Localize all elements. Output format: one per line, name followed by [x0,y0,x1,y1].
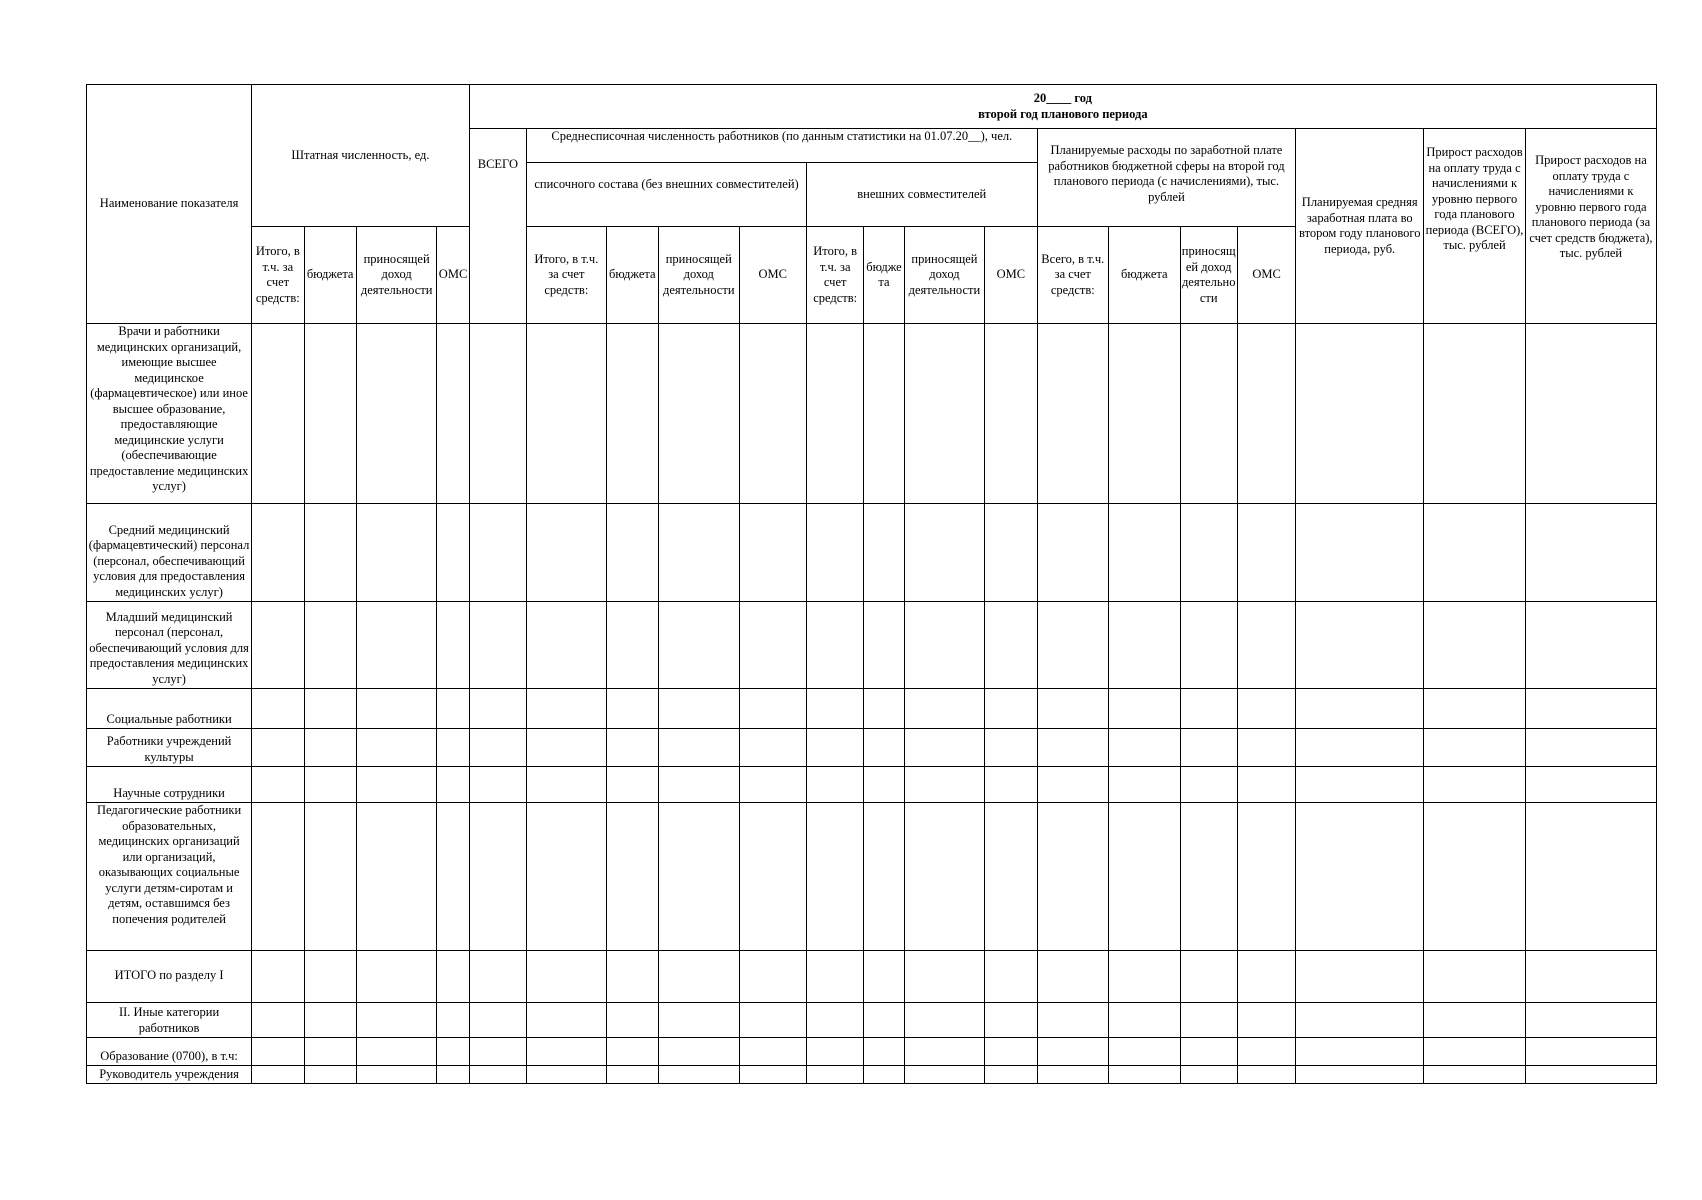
data-cell[interactable] [806,689,863,729]
data-cell[interactable] [806,1003,863,1038]
data-cell[interactable] [1237,324,1295,504]
data-cell[interactable] [864,602,904,689]
header-ext-total: Итого, в т.ч. за счет средств: [806,227,863,324]
data-cell[interactable] [985,803,1037,951]
data-cell[interactable] [985,729,1037,767]
table-row [87,767,1657,803]
header-list-budget: бюджета [606,227,658,324]
data-cell[interactable] [1037,767,1108,803]
data-cell[interactable] [1424,689,1526,729]
header-avg-salary: Планируемая средняя заработная плата во втором году планового периода, руб. [1296,129,1424,324]
data-cell[interactable] [252,951,304,1003]
data-cell[interactable] [356,689,437,729]
data-cell[interactable] [252,504,304,602]
data-cell[interactable] [356,803,437,951]
data-cell[interactable] [1424,729,1526,767]
data-cell[interactable] [1237,729,1295,767]
data-cell[interactable] [1525,1038,1656,1066]
row-label: Младший медицинский персонал (персонал, обеспечивающий условия для предоставления медицинских услуг) [87,602,252,689]
data-cell[interactable] [864,689,904,729]
data-cell[interactable] [1424,504,1526,602]
data-cell[interactable] [1525,951,1656,1003]
data-cell[interactable] [806,951,863,1003]
data-cell[interactable] [806,729,863,767]
data-cell[interactable] [1424,602,1526,689]
data-cell[interactable] [527,689,607,729]
data-cell[interactable] [1109,1038,1180,1066]
data-cell[interactable] [1109,729,1180,767]
data-cell[interactable] [252,602,304,689]
data-cell[interactable] [1180,729,1237,767]
data-cell[interactable] [1525,602,1656,689]
header-growth-total: Прирост расходов на оплату труда с начислениями к уровню первого года планового периода (ВСЕГО), тыс. рублей [1424,129,1526,324]
header-list-income: приносящей доход деятельности [658,227,739,324]
data-cell[interactable] [1237,1003,1295,1038]
data-cell[interactable] [1237,689,1295,729]
table-row [87,803,1657,951]
data-cell[interactable] [1109,1066,1180,1084]
data-cell[interactable] [304,689,356,729]
header-staff-group: Штатная численность, ед. [252,85,470,227]
data-cell[interactable] [1237,767,1295,803]
data-cell[interactable] [356,1066,437,1084]
data-cell[interactable] [985,504,1037,602]
data-cell[interactable] [304,324,356,504]
data-cell[interactable] [1296,951,1424,1003]
data-cell[interactable] [356,324,437,504]
data-cell[interactable] [527,1003,607,1038]
data-cell[interactable] [806,602,863,689]
header-year-subtitle: второй год планового периода [978,106,1148,121]
data-cell[interactable] [437,504,469,602]
data-cell[interactable] [527,729,607,767]
data-cell[interactable] [1296,689,1424,729]
data-cell[interactable] [985,324,1037,504]
report-form-table [86,84,1657,1084]
data-cell[interactable] [806,504,863,602]
header-ext-income: приносящей доход деятельности [904,227,985,324]
data-cell[interactable] [252,1003,304,1038]
data-cell[interactable] [437,602,469,689]
row-label: Работники учреждений культуры [87,729,252,767]
header-year [469,85,1656,129]
data-cell[interactable] [1525,1003,1656,1038]
data-cell[interactable] [806,324,863,504]
data-cell[interactable] [1237,602,1295,689]
data-cell[interactable] [437,1066,469,1084]
data-cell[interactable] [1424,767,1526,803]
data-cell[interactable] [304,803,356,951]
data-cell[interactable] [437,767,469,803]
data-cell[interactable] [1037,1066,1108,1084]
data-cell[interactable] [606,504,658,602]
data-cell[interactable] [527,1038,607,1066]
data-cell[interactable] [1180,1038,1237,1066]
data-cell[interactable] [527,803,607,951]
data-cell[interactable] [658,324,739,504]
data-cell[interactable] [739,951,806,1003]
row-label: Средний медицинский (фармацевтический) персонал (персонал, обеспечивающий условия для предоставления медицинских услуг) [87,504,252,602]
row-label: Научные сотрудники [87,767,252,803]
data-cell[interactable] [356,951,437,1003]
data-cell[interactable] [469,602,526,689]
data-cell[interactable] [304,1066,356,1084]
data-cell[interactable] [1237,803,1295,951]
data-cell[interactable] [304,767,356,803]
data-cell[interactable] [658,1003,739,1038]
data-cell[interactable] [1180,602,1237,689]
data-cell[interactable] [739,504,806,602]
data-cell[interactable] [985,951,1037,1003]
row-label: ИТОГО по разделу I [87,951,252,1003]
data-cell[interactable] [469,803,526,951]
data-cell[interactable] [1109,803,1180,951]
data-cell[interactable] [658,951,739,1003]
data-cell[interactable] [469,324,526,504]
data-cell[interactable] [904,803,985,951]
data-cell[interactable] [527,767,607,803]
data-cell[interactable] [1180,1003,1237,1038]
data-cell[interactable] [252,729,304,767]
data-cell[interactable] [739,803,806,951]
data-cell[interactable] [864,324,904,504]
data-cell[interactable] [1180,1066,1237,1084]
data-cell[interactable] [739,602,806,689]
data-cell[interactable] [864,1038,904,1066]
data-cell[interactable] [356,504,437,602]
data-cell[interactable] [985,1066,1037,1084]
data-cell[interactable] [1037,803,1108,951]
data-cell[interactable] [606,1066,658,1084]
data-cell[interactable] [739,1038,806,1066]
header-list-oms: ОМС [739,227,806,324]
data-cell[interactable] [1424,1003,1526,1038]
table-row [87,602,1657,689]
data-cell[interactable] [469,1038,526,1066]
header-planned-expenses-group: Планируемые расходы по заработной плате работников бюджетной сферы на второй год планового периода (с начислениями), тыс. рублей [1037,129,1296,227]
data-cell[interactable] [739,1066,806,1084]
data-cell[interactable] [904,324,985,504]
data-cell[interactable] [658,689,739,729]
data-cell[interactable] [252,689,304,729]
data-cell[interactable] [1237,951,1295,1003]
header-plan-budget: бюджета [1109,227,1180,324]
data-cell[interactable] [606,602,658,689]
data-cell[interactable] [806,1038,863,1066]
data-cell[interactable] [864,729,904,767]
table-row [87,324,1657,504]
header-list-staff-group: списочного состава (без внешних совместителей) [527,163,807,227]
data-cell[interactable] [437,1038,469,1066]
data-cell[interactable] [606,1038,658,1066]
data-cell[interactable] [1424,1038,1526,1066]
data-cell[interactable] [1037,1003,1108,1038]
table-row [87,1066,1657,1084]
header-staff-income: приносящей доход деятельности [356,227,437,324]
data-cell[interactable] [527,504,607,602]
data-cell[interactable] [1037,689,1108,729]
data-cell[interactable] [1037,324,1108,504]
data-cell[interactable] [606,324,658,504]
data-cell[interactable] [1296,767,1424,803]
data-cell[interactable] [437,803,469,951]
data-cell[interactable] [469,767,526,803]
header-indicator-name: Наименование показателя [87,85,252,324]
data-cell[interactable] [437,689,469,729]
data-cell[interactable] [1109,951,1180,1003]
row-label: Руководитель учреждения [87,1066,252,1084]
data-cell[interactable] [1180,951,1237,1003]
row-label: Педагогические работники образовательных, медицинских организаций или организаций, оказывающих социальные услуги детям-сиротам и детям, оставшимся без попечения родителей [87,803,252,951]
data-cell[interactable] [1525,1066,1656,1084]
data-cell[interactable] [1109,689,1180,729]
data-cell[interactable] [864,951,904,1003]
data-cell[interactable] [658,767,739,803]
header-growth-budget: Прирост расходов на оплату труда с начислениями к уровню первого года планового периода (за счет средств бюджета), тыс. рублей [1525,129,1656,324]
data-cell[interactable] [469,729,526,767]
data-cell[interactable] [739,767,806,803]
data-cell[interactable] [1296,602,1424,689]
data-cell[interactable] [1037,602,1108,689]
data-cell[interactable] [985,689,1037,729]
data-cell[interactable] [904,602,985,689]
data-cell[interactable] [658,504,739,602]
data-cell[interactable] [658,1038,739,1066]
data-cell[interactable] [1424,951,1526,1003]
data-cell[interactable] [904,951,985,1003]
data-cell[interactable] [437,324,469,504]
header-list-total: Итого, в т.ч. за счет средств: [527,227,607,324]
data-cell[interactable] [1296,1003,1424,1038]
row-label: Образование (0700), в т.ч: [87,1038,252,1066]
data-cell[interactable] [1525,767,1656,803]
data-cell[interactable] [806,767,863,803]
data-cell[interactable] [1237,1066,1295,1084]
data-cell[interactable] [864,1066,904,1084]
data-cell[interactable] [739,729,806,767]
data-cell[interactable] [527,951,607,1003]
data-cell[interactable] [904,1066,985,1084]
data-cell[interactable] [1037,729,1108,767]
data-cell[interactable] [606,767,658,803]
data-cell[interactable] [1296,729,1424,767]
table-row [87,504,1657,602]
data-cell[interactable] [864,504,904,602]
data-cell[interactable] [658,1066,739,1084]
data-cell[interactable] [904,767,985,803]
row-label: II. Иные категории работников [87,1003,252,1038]
data-cell[interactable] [1180,504,1237,602]
data-cell[interactable] [1109,602,1180,689]
row-label: Социальные работники [87,689,252,729]
data-cell[interactable] [658,729,739,767]
data-cell[interactable] [739,689,806,729]
data-cell[interactable] [437,951,469,1003]
table-row [87,1038,1657,1066]
data-cell[interactable] [985,1038,1037,1066]
data-cell[interactable] [985,1003,1037,1038]
data-cell[interactable] [1424,803,1526,951]
data-cell[interactable] [1525,689,1656,729]
data-cell[interactable] [252,803,304,951]
data-cell[interactable] [1180,767,1237,803]
data-cell[interactable] [304,602,356,689]
data-cell[interactable] [1424,1066,1526,1084]
data-cell[interactable] [1109,1003,1180,1038]
header-ext-oms: ОМС [985,227,1037,324]
data-cell[interactable] [527,602,607,689]
data-cell[interactable] [739,1003,806,1038]
data-cell[interactable] [252,767,304,803]
data-cell[interactable] [356,767,437,803]
data-cell[interactable] [1525,324,1656,504]
data-cell[interactable] [356,1003,437,1038]
data-cell[interactable] [469,1003,526,1038]
data-cell[interactable] [304,1038,356,1066]
data-cell[interactable] [304,1003,356,1038]
header-staff-oms: ОМС [437,227,469,324]
data-cell[interactable] [304,729,356,767]
data-cell[interactable] [658,602,739,689]
data-cell[interactable] [1296,324,1424,504]
table-row [87,689,1657,729]
data-cell[interactable] [356,1038,437,1066]
data-cell[interactable] [1180,689,1237,729]
data-cell[interactable] [252,1038,304,1066]
header-total-all: ВСЕГО [469,129,526,324]
row-label: Врачи и работники медицинских организаций, имеющие высшее медицинское (фармацевтическое) или иное высшее образование, предоставляющие медицинские услуги (обеспечивающие предоставление медицинских услуг) [87,324,252,504]
data-cell[interactable] [1296,504,1424,602]
data-cell[interactable] [606,729,658,767]
data-cell[interactable] [606,951,658,1003]
data-cell[interactable] [1109,767,1180,803]
data-cell[interactable] [806,1066,863,1084]
table-row [87,729,1657,767]
header-plan-income: приносящей доход деятельности [1180,227,1237,324]
data-cell[interactable] [606,1003,658,1038]
data-cell[interactable] [469,504,526,602]
data-cell[interactable] [1109,504,1180,602]
data-cell[interactable] [864,803,904,951]
data-cell[interactable] [356,729,437,767]
data-cell[interactable] [985,602,1037,689]
data-cell[interactable] [437,1003,469,1038]
data-cell[interactable] [437,729,469,767]
table-row [87,951,1657,1003]
data-cell[interactable] [1525,729,1656,767]
data-cell[interactable] [356,602,437,689]
data-cell[interactable] [469,689,526,729]
data-cell[interactable] [864,767,904,803]
data-cell[interactable] [1296,803,1424,951]
data-cell[interactable] [806,803,863,951]
data-cell[interactable] [469,951,526,1003]
data-cell[interactable] [527,324,607,504]
data-cell[interactable] [904,504,985,602]
data-cell[interactable] [469,1066,526,1084]
data-cell[interactable] [904,689,985,729]
header-avg-headcount-group: Среднесписочная численность работников (по данным статистики на 01.07.20__), чел. [527,129,1037,163]
data-cell[interactable] [304,951,356,1003]
data-cell[interactable] [739,324,806,504]
data-cell[interactable] [904,1003,985,1038]
table-row [87,1003,1657,1038]
data-cell[interactable] [1180,324,1237,504]
data-cell[interactable] [904,729,985,767]
header-external-group: внешних совместителей [806,163,1037,227]
data-cell[interactable] [985,767,1037,803]
data-cell[interactable] [1525,504,1656,602]
data-cell[interactable] [904,1038,985,1066]
data-cell[interactable] [1525,803,1656,951]
header-staff-budget: бюджета [304,227,356,324]
data-cell[interactable] [1037,504,1108,602]
header-plan-total: Всего, в т.ч. за счет средств: [1037,227,1108,324]
data-cell[interactable] [1296,1038,1424,1066]
header-year-line: 20____ год [1033,91,1092,105]
data-cell[interactable] [1109,324,1180,504]
data-cell[interactable] [1237,1038,1295,1066]
header-plan-oms: ОМС [1237,227,1295,324]
data-cell[interactable] [1237,504,1295,602]
data-cell[interactable] [1037,1038,1108,1066]
header-staff-total: Итого, в т.ч. за счет средств: [252,227,304,324]
data-cell[interactable] [252,324,304,504]
header-ext-budget: бюджета [864,227,904,324]
data-cell[interactable] [606,689,658,729]
data-cell[interactable] [304,504,356,602]
data-cell[interactable] [606,803,658,951]
data-cell[interactable] [1296,1066,1424,1084]
data-cell[interactable] [658,803,739,951]
data-cell[interactable] [1424,324,1526,504]
data-cell[interactable] [252,1066,304,1084]
data-cell[interactable] [527,1066,607,1084]
data-cell[interactable] [1037,951,1108,1003]
data-cell[interactable] [864,1003,904,1038]
data-cell[interactable] [1180,803,1237,951]
